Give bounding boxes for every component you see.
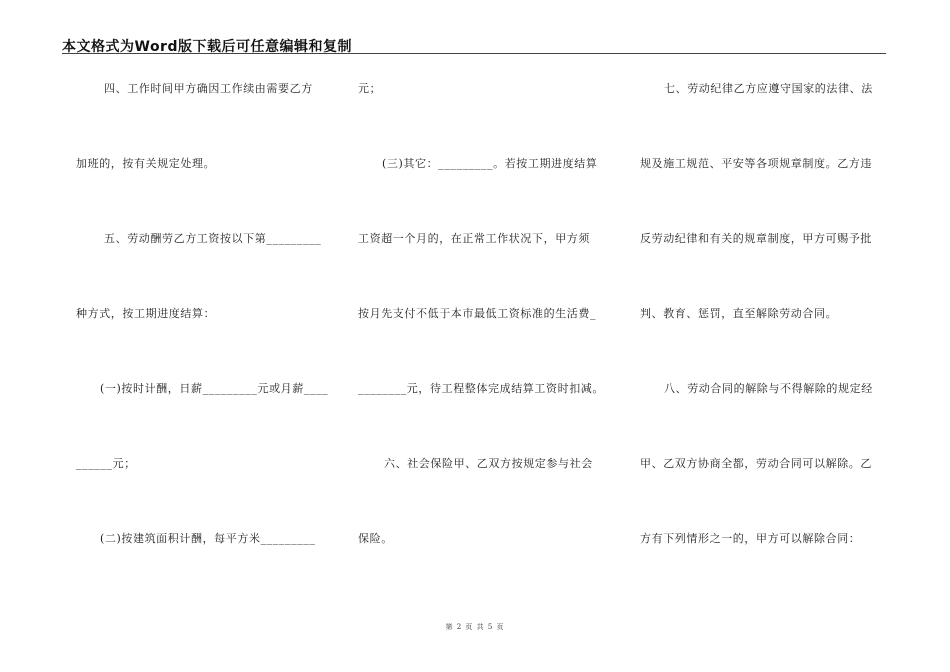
text-line: 元；	[358, 82, 382, 95]
text-line: ________元，待工程整体完成结算工资时扣减。	[358, 382, 604, 395]
text-line: 甲、乙双方协商全都，劳动合同可以解除。乙	[640, 457, 872, 470]
text-line: 五、劳动酬劳乙方工资按以下第_________	[104, 232, 322, 245]
text-line: (二)按建筑面积计酬，每平方米_________	[100, 532, 316, 545]
text-line: 按月先支付不低于本市最低工资标准的生活费_	[358, 307, 597, 320]
page-number-footer: 第 2 页 共 5 页	[445, 623, 505, 631]
text-line: ______元；	[76, 457, 136, 470]
text-line: 种方式，按工期进度结算：	[76, 307, 216, 320]
text-line: 七、劳动纪律乙方应遵守国家的法律、法	[664, 82, 873, 95]
text-line: 六、社会保险甲、乙双方按规定参与社会	[384, 457, 593, 470]
text-line: (三)其它：_________。若按工期进度结算	[382, 157, 598, 170]
text-line: 反劳动纪律和有关的规章制度，甲方可赐予批	[640, 232, 872, 245]
text-line: 四、工作时间甲方确因工作续由需要乙方	[104, 82, 313, 95]
text-line: 工资超一个月的，在正常工作状况下，甲方须	[358, 232, 590, 245]
text-line: 规及施工规范、平安等各项规章制度。乙方违	[640, 157, 872, 170]
text-line: 保险。	[358, 532, 393, 545]
document-header-title: 本文格式为Word版下载后可任意编辑和复制	[62, 39, 352, 55]
text-line: 方有下列情形之一的，甲方可以解除合同：	[640, 532, 861, 545]
text-line: (一)按时计酬，日薪_________元或月薪____	[100, 382, 329, 395]
text-line: 判、教育、惩罚，直至解除劳动合同。	[640, 307, 838, 320]
header-divider	[62, 53, 886, 54]
text-line: 加班的，按有关规定处理。	[76, 157, 216, 170]
text-line: 八、劳动合同的解除与不得解除的规定经	[664, 382, 873, 395]
